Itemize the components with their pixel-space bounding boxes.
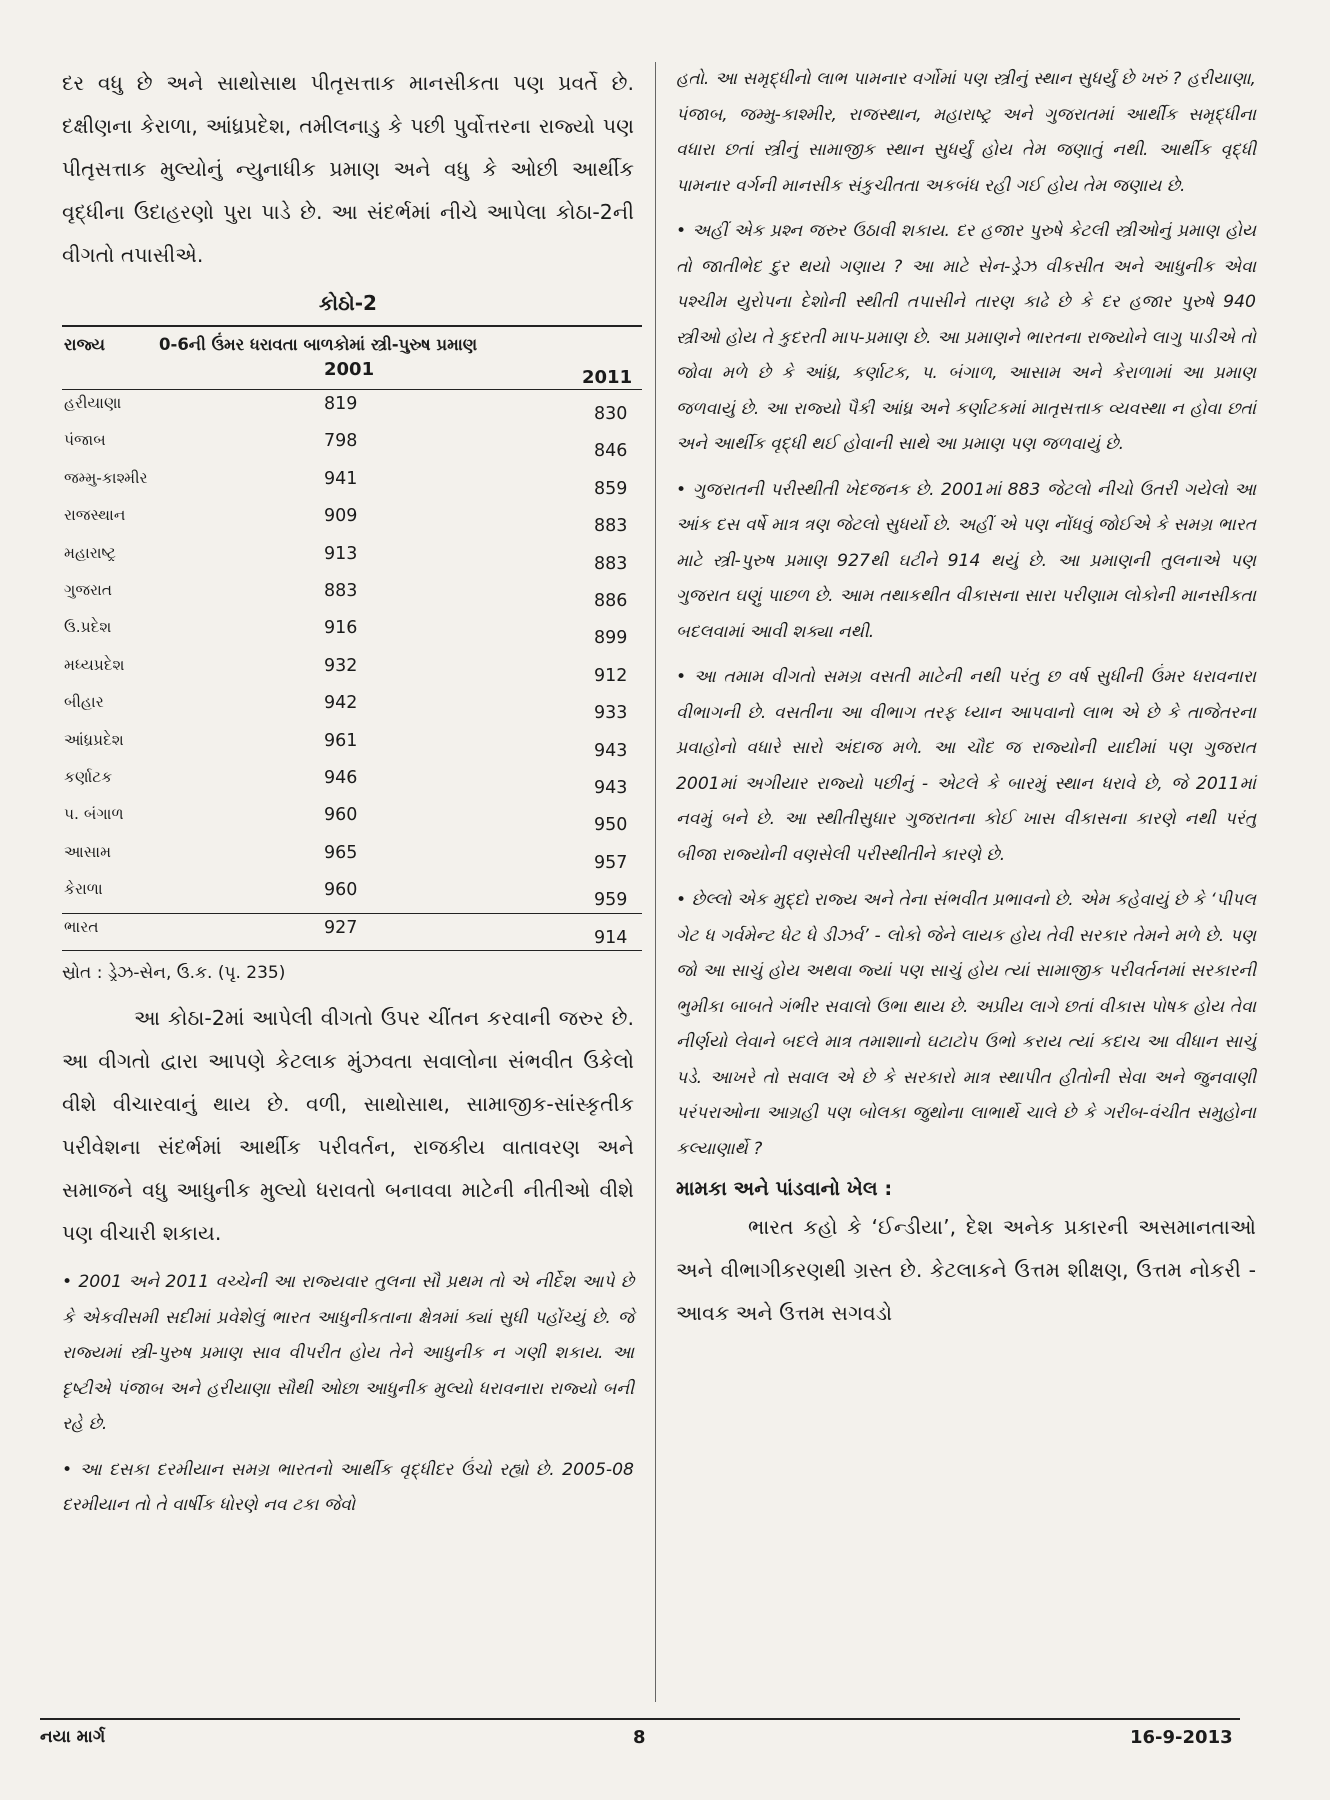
table-row (62, 577, 642, 614)
cell-2001: 932 (324, 655, 358, 676)
table-header (62, 327, 642, 355)
table-source: સ્રોત : ડ્રેઝ-સેન, ઉ.ક. (પૃ. 235) (62, 963, 286, 984)
section-subheading: મામકા અને પાંડવાનો ખેલ : (676, 1177, 893, 1200)
table-row (62, 390, 642, 427)
cell-2011: 883 (594, 553, 628, 574)
header-year-2011: 2011 (582, 367, 633, 388)
table-row (62, 465, 642, 502)
cell-2011: 957 (594, 852, 628, 873)
left-bullet-1: • 2001 અને 2011 વચ્ચેની આ રાજ્યવાર તુલના સૌ પ્રથમ તો એ નીર્દેશ આપે છે કે એકવીસમી સદીમાં પ્રવેશેલું ભારત આધુનીકતાના ક્ષેત્રમાં ક્યાં સુધી પહોંચ્યું છે. જે રાજ્યમાં સ્ત્રી-પુરુષ પ્રમાણ સાવ વીપરીત હોય તેને આધુનીક ન ગણી શકાય. આ દૃષ્ટીએ પંજાબ અને હરીયાણા સૌથી ઓછા આધુનીક મુલ્યો ધરાવનારા રાજ્યો બની રહે છે. (62, 1272, 634, 1435)
table-row (62, 652, 642, 689)
footer-date: 16-9-2013 (1130, 1727, 1233, 1748)
cell-2001: 961 (324, 730, 358, 751)
table-row-total (62, 913, 642, 950)
footer-magazine-name: નયા માર્ગ (40, 1727, 106, 1747)
right-bullet-3: • આ તમામ વીગતો સમગ્ર વસતી માટેની નથી પરંતુ છ વર્ષ સુધીની ઉંમર ધરાવનારા વીભાગની છે. વસતીના આ વીભાગ તરફ ધ્યાન આપવાનો લાભ એ છે કે તાજેતરના પ્રવાહોનો વધારે સારો અંદાજ મળે. આ ચૌદ જ રાજ્યોની યાદીમાં પણ ગુજરાત 2001માં અગીયાર રાજ્યો પછીનું - એટલે કે બારમું સ્થાન ધરાવે છે, જે 2011માં નવમું બને છે. આ સ્થીતીસુધાર ગુજરાતના કોઈ ખાસ વીકાસના કારણે નથી પરંતુ બીજા રાજ્યોની વણસેલી પરીસ્થીતીને કારણે છે. (676, 667, 1256, 865)
cell-state: રાજસ્થાન (64, 506, 126, 525)
cell-2011: 912 (594, 665, 628, 686)
right-bullet-2: • ગુજરાતની પરીસ્થીતી ખેદજનક છે. 2001માં 883 જેટલો નીચો ઉતરી ગયેલો આ આંક દસ વર્ષે માત્ર ત્રણ જેટલો સુધર્યો છે. અહીં એ પણ નોંધવું જોઈએ કે સમગ્ર ભારત માટે સ્ત્રી-પુરુષ પ્રમાણ 927થી ઘટીને 914 થયું છે. આ પ્રમાણની તુલનાએ પણ ગુજરાત ઘણું પાછળ છે. આમ તથાકથીત વીકાસના સારા પરીણામ લોકોની માનસીકતા બદલવામાં આવી શક્યા નથી. (676, 479, 1256, 642)
left-paragraph-2: આ કોઠા-2માં આપેલી વીગતો ઉપર ચીંતન કરવાની જરુર છે. આ વીગતો દ્વારા આપણે કેટલાક મુંઝવતા સવાલોના સંભવીત ઉકેલો વીશે વીચારવાનું થાય છે. વળી, સાથોસાથ, સામાજીક-સાંસ્કૃતીક પરીવેશના સંદર્ભમાં આર્થીક પરીવર્તન, રાજકીય વાતાવરણ અને સમાજને વધુ આધુનીક મુલ્યો ધરાવતો બનાવવા માટેની નીતીઓ વીશે પણ વીચારી શકાય. (62, 1006, 634, 1246)
left-paragraph-1: દર વધુ છે અને સાથોસાથ પીતૃસત્તાક માનસીકતા પણ પ્રવર્તે છે. દક્ષીણના કેરાળા, આંધ્રપ્રદેશ, તમીલનાડુ કે પછી પુર્વોત્તરના રાજ્યો પણ પીતૃસત્તાક મુલ્યોનું ન્યુનાધીક પ્રમાણ અને વધુ કે ઓછી આર્થીક વૃદ્ધીના ઉદાહરણો પુરા પાડે છે. આ સંદર્ભમાં નીચે આપેલા કોઠા-2ની વીગતો તપાસીએ. (62, 71, 634, 267)
right-paragraph-last: ભારત કહો કે ‘ઈન્ડીયા’, દેશ અનેક પ્રકારની અસમાનતાઓ અને વીભાગીકરણથી ગ્રસ્ત છે. કેટલાકને ઉત્તમ શીક્ષણ, ઉત્તમ નોકરી - આવક અને ઉત્તમ સગવડો (676, 1215, 1256, 1325)
table-row (62, 839, 642, 876)
cell-2011: 886 (594, 590, 628, 611)
cell-2011: 933 (594, 703, 628, 724)
table-row (62, 540, 642, 577)
table-year-row (62, 355, 642, 390)
table-row (62, 876, 642, 913)
cell-2011: 943 (594, 740, 628, 761)
cell-2011: 899 (594, 628, 628, 649)
footer-rule (40, 1718, 1240, 1720)
cell-2001: 916 (324, 618, 358, 639)
cell-2001: 798 (324, 431, 358, 452)
column-divider (655, 62, 656, 1702)
right-column (676, 62, 1256, 1335)
cell-state: મધ્યપ્રદેશ (64, 655, 125, 674)
right-paragraph-1: હતો. આ સમૃદ્ધીનો લાભ પામનાર વર્ગોમાં પણ સ્ત્રીનું સ્થાન સુધર્યું છે ખરું ? હરીયાણા, પંજાબ, જમ્મુ-કાશ્મીર, રાજસ્થાન, મહારાષ્ટ્ર અને ગુજરાતમાં આર્થીક સમૃદ્ધીના વધારા છતાં સ્ત્રીનું સામાજીક સ્થાન સુધર્યું હોય તેમ જણાતું નથી. આર્થીક વૃદ્ધી પામનાર વર્ગની માનસીક સંકુચીતતા અકબંધ રહી ગઈ હોય તેમ જણાય છે. (676, 69, 1256, 196)
left-bullet-2: • આ દસકા દરમીયાન સમગ્ર ભારતનો આર્થીક વૃદ્ધીદર ઉંચો રહ્યો છે. 2005-08 દરમીયાન તો તે વાર્ષીક ધોરણે નવ ટકા જેવો (62, 1459, 634, 1516)
table-row (62, 689, 642, 726)
header-description: 0-6ની ઉંમર ધરાવતા બાળકોમાં સ્ત્રી-પુરુષ પ્રમાણ (159, 335, 478, 354)
total-2011: 914 (594, 928, 628, 949)
header-year-2001: 2001 (324, 359, 375, 380)
cell-state: ગુજરાત (64, 580, 113, 599)
cell-2011: 830 (594, 404, 628, 424)
total-2001: 927 (324, 918, 358, 939)
left-column (62, 62, 634, 1524)
cell-2001: 913 (324, 543, 358, 564)
cell-state: આંધ્રપ્રદેશ (64, 730, 124, 749)
table-row (62, 427, 642, 464)
table-row (62, 801, 642, 838)
table-row (62, 502, 642, 539)
table-body (62, 390, 642, 913)
cell-state: પંજાબ (64, 431, 106, 450)
cell-2011: 846 (594, 441, 628, 462)
cell-2001: 909 (324, 506, 358, 527)
header-state: રાજ્ય (64, 335, 106, 354)
cell-state: આસામ (64, 842, 112, 861)
sex-ratio-table (62, 325, 642, 951)
table-row (62, 727, 642, 764)
cell-2011: 883 (594, 516, 628, 537)
cell-state: પ. બંગાળ (64, 805, 124, 824)
cell-2001: 941 (324, 468, 358, 489)
cell-2001: 883 (324, 580, 358, 601)
cell-2001: 965 (324, 842, 358, 863)
cell-state: ઉ.પ્રદેશ (64, 618, 112, 637)
cell-2011: 943 (594, 777, 628, 798)
right-bullet-4: • છેલ્લો એક મુદ્દો રાજ્ય અને તેના સંભવીત પ્રભાવનો છે. એમ કહેવાયું છે કે ‘પીપલ ગેટ ધ ગર્વમેન્ટ ધેટ ધે ડીઝર્વ’ - લોકો જેને લાયક હોય તેવી સરકાર તેમને મળે છે. પણ જો આ સાચું હોય અથવા જ્યાં પણ સાચું હોય ત્યાં સામાજીક પરીવર્તનમાં સરકારની ભુમીકા બાબતે ગંભીર સવાલો ઉભા થાય છે. અપ્રીય લાગે છતાં વીકાસ પોષક હોય તેવા નીર્ણયો લેવાને બદલે માત્ર તમાશાનો ઘટાટોપ ઉભો કરાય ત્યાં કદાચ આ વીધાન સાચું પડે. આખરે તો સવાલ એ છે કે સરકારો માત્ર સ્થાપીત હીતોની સેવા અને જુનવાણી પરંપરાઓના આગ્રહી પણ બોલકા જુથોના લાભાર્થે ચાલે છે કે ગરીબ-વંચીત સમુહોના કલ્યાણાર્થે ? (676, 890, 1256, 1159)
cell-state: કર્ણાટક (64, 767, 113, 786)
cell-2001: 819 (324, 394, 358, 414)
footer-page-number: 8 (633, 1727, 646, 1748)
cell-state: મહારાષ્ટ્ર (64, 543, 116, 562)
cell-2001: 942 (324, 693, 358, 714)
cell-2011: 859 (594, 478, 628, 499)
cell-2001: 960 (324, 805, 358, 826)
cell-2011: 950 (594, 815, 628, 836)
table-row (62, 614, 642, 651)
table-row (62, 764, 642, 801)
cell-2001: 960 (324, 880, 358, 901)
cell-state: હરીયાણા (64, 394, 122, 412)
table-title: કોઠો-2 (319, 291, 377, 315)
right-bullet-1: • અહીં એક પ્રશ્ન જરુર ઉઠાવી શકાય. દર હજાર પુરુષે કેટલી સ્ત્રીઓનું પ્રમાણ હોય તો જાતીભેદ દુર થયો ગણાય ? આ માટે સેન-ડ્રેઝ વીકસીત અને આધુનીક એવા પશ્ચીમ યુરોપના દેશોની સ્થીતી તપાસીને તારણ કાઢે છે કે દર હજાર પુરુષે 940 સ્ત્રીઓ હોય તે કુદરતી માપ-પ્રમાણ છે. આ પ્રમાણને ભારતના રાજ્યોને લાગુ પાડીએ તો જોવા મળે છે કે આંધ્ર, કર્ણાટક, પ. બંગાળ, આસામ અને કેરાળામાં આ પ્રમાણ જળવાયું છે. આ રાજ્યો પૈકી આંધ્ર અને કર્ણાટકમાં માતૃસત્તાક વ્યવસ્થા ન હોવા છતાં અને આર્થીક વૃદ્ધી થઈ હોવાની સાથે આ પ્રમાણ પણ જળવાયું છે. (676, 221, 1256, 454)
cell-state: કેરાળા (64, 880, 103, 899)
cell-state: જમ્મુ-કાશ્મીર (64, 468, 148, 487)
cell-state: બીહાર (64, 693, 104, 712)
cell-2011: 959 (594, 890, 628, 911)
total-state: ભારત (64, 918, 99, 937)
cell-2001: 946 (324, 767, 358, 788)
